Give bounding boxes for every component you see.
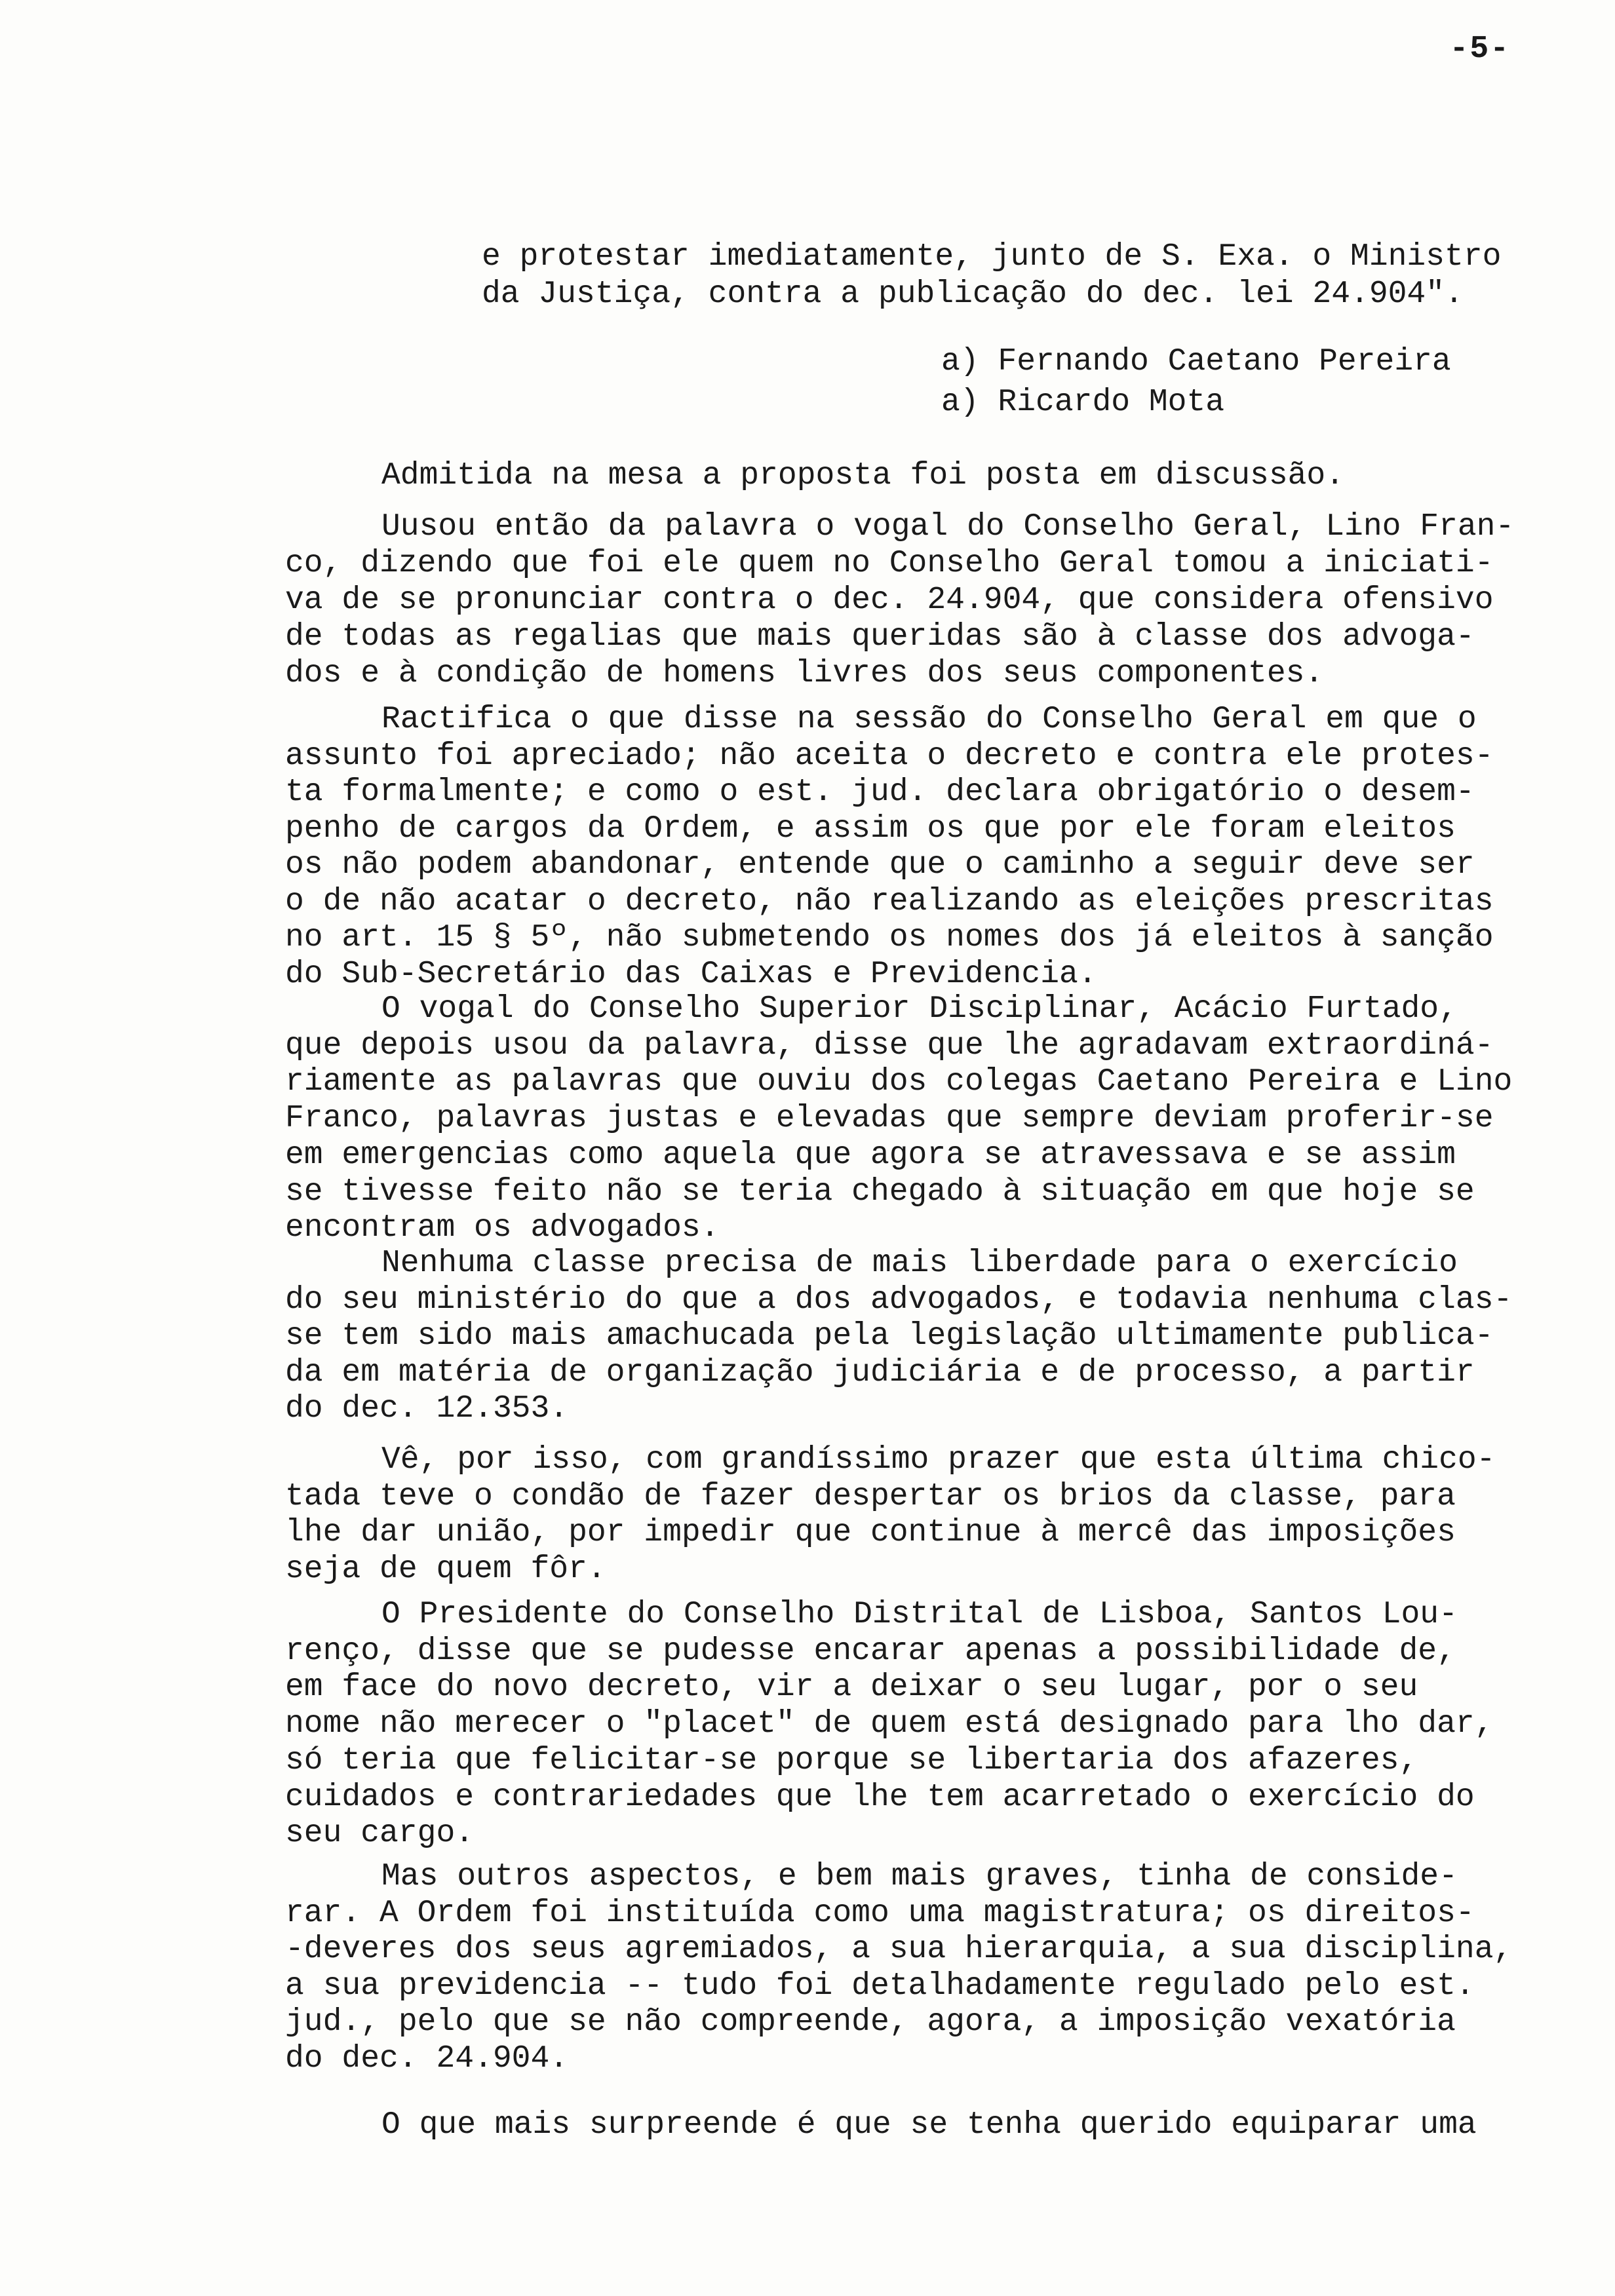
- paragraph-line: seja de quem fôr.: [285, 1551, 606, 1587]
- signature-line: a) Fernando Caetano Pereira: [941, 344, 1451, 379]
- paragraph-line: Franco, palavras justas e elevadas que sempre deviam proferir-se: [285, 1101, 1494, 1137]
- paragraph-line: va de se pronunciar contra o dec. 24.904, que considera ofensivo: [285, 583, 1494, 618]
- paragraph-line: ta formalmente; e como o est. jud. declara obrigatório o desem-: [285, 775, 1475, 810]
- paragraph-line: se tivesse feito não se teria chegado à situação em que hoje se: [285, 1174, 1475, 1210]
- paragraph-line: Mas outros aspectos, e bem mais graves, tinha de conside-: [381, 1859, 1458, 1894]
- paragraph-line: o de não acatar o decreto, não realizando as eleições prescritas: [285, 883, 1494, 919]
- paragraph-line: lhe dar união, por impedir que continue à mercê das imposições: [285, 1515, 1456, 1550]
- paragraph-line: co, dizendo que foi ele quem no Conselho Geral tomou a iniciati-: [285, 546, 1494, 581]
- paragraph-line: Admitida na mesa a proposta foi posta em discussão.: [381, 458, 1345, 493]
- paragraph-line: Uusou então da palavra o vogal do Conselho Geral, Lino Fran-: [381, 509, 1515, 545]
- paragraph-line: dos e à condição de homens livres dos seus componentes.: [285, 656, 1324, 691]
- paragraph-line: de todas as regalias que mais queridas são à classe dos advoga-: [285, 619, 1475, 655]
- paragraph-line: seu cargo.: [285, 1816, 475, 1852]
- paragraph-line: tada teve o condão de fazer despertar os brios da classe, para: [285, 1478, 1456, 1514]
- paragraph-line: renço, disse que se pudesse encarar apenas a possibilidade de,: [285, 1633, 1456, 1669]
- paragraph-line: em emergencias como aquela que agora se atravessava e se assim: [285, 1137, 1456, 1173]
- quote-line: da Justiça, contra a publicação do dec. lei 24.904".: [482, 277, 1464, 312]
- paragraph-line: em face do novo decreto, vir a deixar o seu lugar, por o seu: [285, 1670, 1418, 1706]
- paragraph-line: cuidados e contrariedades que lhe tem acarretado o exercício do: [285, 1779, 1475, 1815]
- paragraph-line: riamente as palavras que ouviu dos colegas Caetano Pereira e Lino: [285, 1064, 1513, 1100]
- paragraph-line: no art. 15 § 5º, não submetendo os nomes dos já eleitos à sanção: [285, 920, 1494, 955]
- paragraph-line: do seu ministério do que a dos advogados, e todavia nenhuma clas-: [285, 1282, 1513, 1318]
- paragraph-line: do Sub-Secretário das Caixas e Previdencia.: [285, 956, 1097, 992]
- paragraph-line: penho de cargos da Ordem, e assim os que por ele foram eleitos: [285, 811, 1456, 847]
- paragraph-line: os não podem abandonar, entende que o caminho a seguir deve ser: [285, 847, 1475, 883]
- paragraph-line: nome não merecer o "placet" de quem está designado para lho dar,: [285, 1706, 1494, 1742]
- paragraph-line: do dec. 24.904.: [285, 2041, 569, 2076]
- signature-line: a) Ricardo Mota: [941, 385, 1225, 420]
- quote-line: e protestar imediatamente, junto de S. Exa. o Ministro: [482, 239, 1502, 275]
- paragraph-line: O que mais surpreende é que se tenha querido equiparar uma: [381, 2107, 1477, 2143]
- paragraph-line: só teria que felicitar-se porque se libertaria dos afazeres,: [285, 1742, 1418, 1778]
- paragraph-line: O vogal do Conselho Superior Disciplinar, Acácio Furtado,: [381, 991, 1458, 1027]
- paragraph-line: -deveres dos seus agremiados, a sua hierarquia, a sua disciplina,: [285, 1932, 1513, 1968]
- paragraph-line: rar. A Ordem foi instituída como uma magistratura; os direitos-: [285, 1895, 1475, 1931]
- paragraph-line: Vê, por isso, com grandíssimo prazer que esta última chico-: [381, 1442, 1496, 1478]
- paragraph-line: do dec. 12.353.: [285, 1391, 569, 1426]
- paragraph-line: que depois usou da palavra, disse que lhe agradavam extraordiná-: [285, 1027, 1494, 1063]
- paragraph-line: O Presidente do Conselho Distrital de Lisboa, Santos Lou-: [381, 1597, 1458, 1632]
- paragraph-line: se tem sido mais amachucada pela legislação ultimamente publica-: [285, 1318, 1494, 1354]
- page-number: -5-: [1449, 31, 1510, 67]
- paragraph-line: assunto foi apreciado; não aceita o decreto e contra ele protes-: [285, 738, 1494, 774]
- paragraph-line: Nenhuma classe precisa de mais liberdade para o exercício: [381, 1246, 1458, 1281]
- paragraph-line: da em matéria de organização judiciária e de processo, a partir: [285, 1354, 1475, 1390]
- paragraph-line: jud., pelo que se não compreende, agora, a imposição vexatória: [285, 2004, 1456, 2040]
- paragraph-line: Ractifica o que disse na sessão do Conselho Geral em que o: [381, 702, 1477, 737]
- paragraph-line: a sua previdencia -- tudo foi detalhadamente regulado pelo est.: [285, 1968, 1475, 2004]
- paragraph-line: encontram os advogados.: [285, 1210, 720, 1246]
